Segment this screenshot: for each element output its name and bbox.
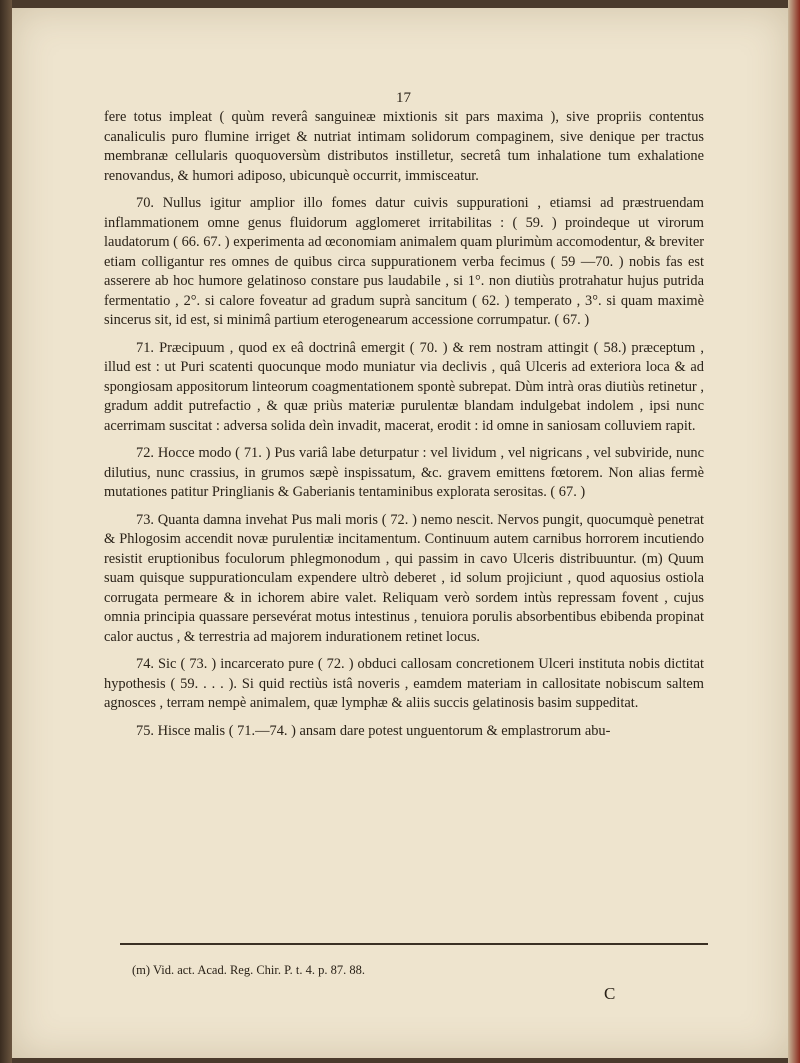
paragraph-continuation: fere totus impleat ( quùm reverâ sanguineæ mixtionis sit pars maxima ), sive propriis contentus canaliculis puro flumine irriget & nutriat intimam solidorum compaginem, sive denique per tractus membranæ cellularis quoquoversùm distributos instilletur, secretâ tum inhalatione tum exhalatione renovandus, & humori adiposo, ubicunquè occurrit, immisceatur. <box>104 109 704 184</box>
footnote-rule <box>120 943 708 945</box>
footnote: (m) Vid. act. Acad. Reg. Chir. P. t. 4. p. 87. 88. <box>132 963 366 977</box>
paragraph-70: 70. Nullus igitur amplior illo fomes datur cuivis suppurationi , etiamsi ad præstruendam inflammationem omne genus fluidorum agglomeret irritabilitas : ( 59. ) proindeque ut virorum laudatorum ( 66. 67. ) experimenta ad œconomiam animalem quam plurimùm accomodentur, & breviter etiam colligantur res omnes de quibus circa suppurationem verba fecimus ( 59 —70. ) nobis fas est asserere ab hoc humore gelatinoso constare pus laudabile , si 1°. non diutiùs protrahatur hujus putrida fermentatio , 2°. si calore foveatur ad gradum suprà sancitum ( 62. ) temperato , 3°. si quam maximè sincerus sit, id est, si minimâ partium eterogenearum accessione corrumpatur. ( 67. ) <box>104 195 704 328</box>
paragraph-72: 72. Hocce modo ( 71. ) Pus variâ labe deturpatur : vel lividum , vel nigricans , vel subviride, nunc dilutius, nunc crassius, in grumos sæpè inspissatum, &c. gravem emittens fœtorem. Non alias fermè mutationes patitur Pringlianis & Gaberianis tentaminibus explorata serositas. ( 67. ) <box>104 445 704 500</box>
signature-mark: C <box>604 984 616 1003</box>
paragraph-74: 74. Sic ( 73. ) incarcerato pure ( 72. ) obduci callosam concretionem Ulceri instituta nobis dictitat hypothesis ( 59. . . . ). Si quid rectiùs istâ noveris , eamdem materiam in callositate nobiscum saltem agnosces , terram nempè animalem, quæ lymphæ & aliis succis gelatinosis basim suppeditat. <box>104 656 704 711</box>
paragraph-75: 75. Hisce malis ( 71.—74. ) ansam dare potest unguentorum & emplastrorum abu- <box>136 722 611 739</box>
paragraph-73: 73. Quanta damna invehat Pus mali moris ( 72. ) nemo nescit. Nervos pungit, quocumquè penetrat & Phlogosim accendit novæ purulentiæ incitamentum. Continuum autem carnibus horrorem incutiendo resistit eruptionibus foculorum phlegmonodum , qui passim in cavo Ulceris distribuuntur. (m) Quum suam quisque suppurationculam expendere ultrò deberet , id solum projiciunt , quod aquosius ostiola corrugata permeare & in ichorem abire valet. Reliquam verò sordem intùs repressam fovent , cujus omnia principia quassare persevérat motus intestinus , tenuiora porulis absorbentibus ebibenda propinat calor auctus , & terrestria ad majorem indurationem retinet locus. <box>104 511 704 645</box>
cover-edge <box>788 0 800 1063</box>
body-text <box>104 108 704 749</box>
paragraph-71: 71. Præcipuum , quod ex eâ doctrinâ emergit ( 70. ) & rem nostram attingit ( 58.) præceptum , illud est : ut Puri scatenti quocunque modo muniatur via declivis , quâ Ulceris ad exteriora loca & ad spongiosam appositorum linteorum coagmentationem spontè subrepat. Dùm intrà oras diutiùs retinetur , gradum addit putrefactio , & quæ priùs materiæ purulentæ blandam indulgebat indolem , ipsi nunc acerrimam suscitat : adversa solida deìn invadit, macerat, erodit : id omne in saniosam colluviem rapit. <box>104 339 704 434</box>
page-number: 17 <box>396 90 411 106</box>
binding-edge <box>0 0 12 1063</box>
